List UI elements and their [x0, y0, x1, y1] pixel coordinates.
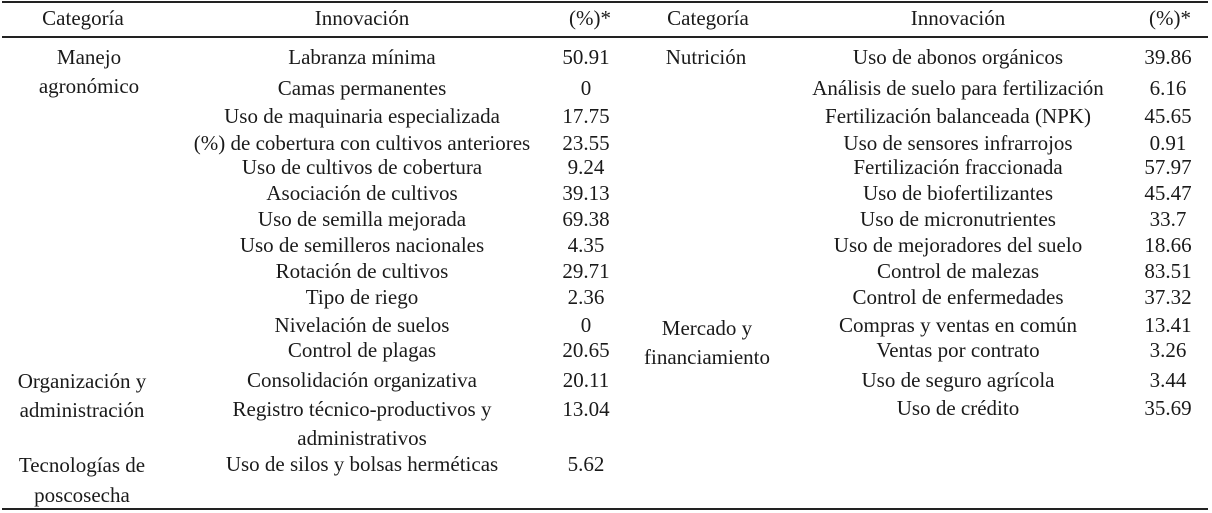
innovation-right-12: Uso de seguro agrícola — [861, 368, 1055, 392]
pct-right-4: 57.97 — [1144, 155, 1192, 179]
innovation-left-1: Camas permanentes — [277, 76, 447, 100]
header-categoria-left: Categoría — [42, 6, 124, 30]
innovation-right-9: Control de enfermedades — [852, 285, 1064, 309]
pct-right-12: 3.44 — [1149, 368, 1187, 392]
pct-left-10: 0 — [580, 313, 592, 337]
innovation-right-8: Control de malezas — [876, 259, 1040, 283]
innovation-right-6: Uso de micronutrientes — [860, 207, 1056, 231]
innovation-left-13: Registro técnico-productivos y — [232, 397, 492, 421]
pct-right-2: 45.65 — [1144, 104, 1192, 128]
pct-right-6: 33.7 — [1149, 207, 1187, 231]
innovation-left-0: Labranza mínima — [288, 45, 436, 69]
header-innovacion-right: Innovación — [910, 6, 1006, 30]
category-right-1-line-1: financiamiento — [644, 345, 770, 369]
category-left-0-line-0: Manejo — [56, 45, 122, 69]
category-right-0-line-0: Nutrición — [665, 45, 747, 69]
pct-left-7: 4.35 — [567, 233, 605, 257]
pct-left-11: 20.65 — [562, 338, 610, 362]
pct-right-7: 18.66 — [1144, 233, 1192, 257]
pct-left-13: 13.04 — [562, 397, 610, 421]
innovation-left-12: Consolidación organizativa — [247, 368, 477, 392]
pct-left-6: 69.38 — [562, 207, 610, 231]
header-innovacion-left: Innovación — [314, 6, 410, 30]
pct-right-5: 45.47 — [1144, 181, 1192, 205]
top-rule — [2, 1, 1208, 3]
category-left-2-line-1: poscosecha — [34, 483, 130, 507]
category-left-2-line-0: Tecnologías de — [18, 453, 146, 477]
category-left-1-line-0: Organización y — [17, 369, 147, 393]
pct-right-3: 0.91 — [1149, 131, 1187, 155]
header-pct-left: (%)* — [569, 6, 611, 30]
innovation-left-11: Control de plagas — [287, 338, 437, 362]
innovation-left-14: Uso de silos y bolsas herméticas — [225, 452, 499, 476]
innovation-right-11: Ventas por contrato — [876, 338, 1040, 362]
pct-left-5: 39.13 — [562, 181, 610, 205]
pct-left-3: 23.55 — [562, 131, 610, 155]
category-right-1-line-0: Mercado y — [661, 316, 753, 340]
innovation-left-10: Nivelación de suelos — [274, 313, 450, 337]
pct-right-9: 37.32 — [1144, 285, 1192, 309]
innovation-right-1: Análisis de suelo para fertilización — [812, 76, 1104, 100]
innovation-left-2: Uso de maquinaria especializada — [224, 104, 500, 128]
innovation-right-10: Compras y ventas en común — [839, 313, 1077, 337]
header-rule — [2, 36, 1208, 38]
innovation-right-4: Fertilización fraccionada — [853, 155, 1063, 179]
innovation-left-5: Asociación de cultivos — [266, 181, 458, 205]
pct-right-10: 13.41 — [1144, 313, 1192, 337]
pct-left-0: 50.91 — [562, 45, 610, 69]
header-categoria-right: Categoría — [667, 6, 749, 30]
pct-right-13: 35.69 — [1144, 396, 1192, 420]
pct-left-4: 9.24 — [567, 155, 605, 179]
innovation-right-2: Fertilización balanceada (NPK) — [825, 104, 1091, 128]
pct-right-8: 83.51 — [1144, 259, 1192, 283]
innovation-right-13: Uso de crédito — [896, 396, 1020, 420]
pct-left-9: 2.36 — [567, 285, 605, 309]
category-left-0-line-1: agronómico — [38, 74, 140, 98]
innovation-left-9: Tipo de riego — [305, 285, 419, 309]
pct-left-14: 5.62 — [567, 452, 605, 476]
pct-left-8: 29.71 — [562, 259, 610, 283]
innovation-right-0: Uso de abonos orgánicos — [852, 45, 1064, 69]
pct-left-1: 0 — [580, 76, 592, 100]
innovation-left-7: Uso de semilleros nacionales — [239, 233, 485, 257]
innovation-left-6: Uso de semilla mejorada — [257, 207, 467, 231]
innovation-right-3: Uso de sensores infrarrojos — [843, 131, 1073, 155]
pct-right-11: 3.26 — [1149, 338, 1187, 362]
pct-right-1: 6.16 — [1149, 76, 1187, 100]
innovation-right-5: Uso de biofertilizantes — [862, 181, 1054, 205]
innovation-left-8: Rotación de cultivos — [275, 259, 449, 283]
category-left-1-line-1: administración — [19, 398, 145, 422]
pct-right-0: 39.86 — [1144, 45, 1192, 69]
innovation-left-3: (%) de cobertura con cultivos anteriores — [193, 131, 531, 155]
pct-left-12: 20.11 — [562, 368, 610, 392]
innovation-left-4: Uso de cultivos de cobertura — [241, 155, 483, 179]
innovation-right-7: Uso de mejoradores del suelo — [833, 233, 1083, 257]
bottom-rule — [2, 508, 1208, 510]
header-pct-right: (%)* — [1149, 6, 1191, 30]
innovation-left-13-line-2: administrativos — [297, 426, 427, 450]
pct-left-2: 17.75 — [562, 104, 610, 128]
